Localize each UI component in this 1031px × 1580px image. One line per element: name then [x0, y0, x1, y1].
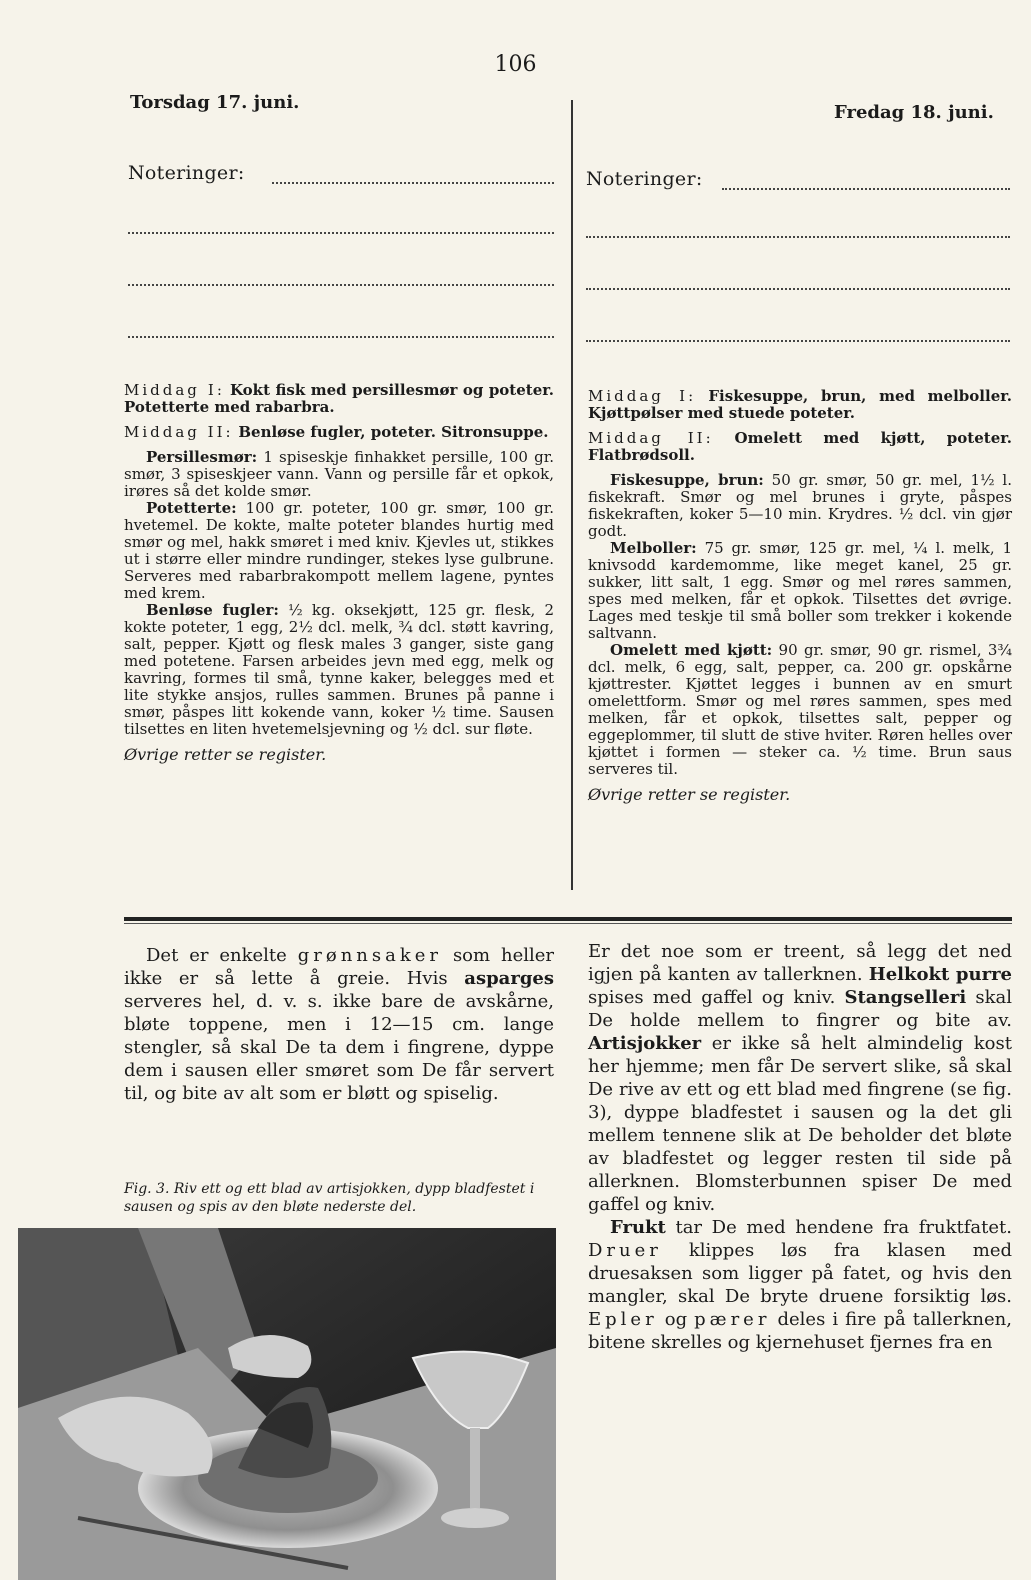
left-notes-line-4: [128, 334, 554, 338]
figure-caption: Fig. 3. Riv ett og ett blad av artisjokken, dypp bladfestet i sausen og spis av den bløte nederste del.: [124, 1181, 535, 1215]
etiquette-paragraph-vegetables: Det er enkelte grønnsaker som heller ikke er så lette å greie. Hvis asparges serveres hel, d. v. s. ikke bare de avskårne, bløte toppene, men i 12—15 cm. lange stengler, så skal De ta dem i fingrene, dyppe dem i sausen eller smøret som De får servert til, og bite av alt som er bløtt og spiselig.: [124, 945, 554, 1104]
right-middag-1: Middag I: Fiskesuppe, brun, med melboller. Kjøttpølser med stuede poteter.: [588, 387, 1012, 422]
left-middag-1: Middag I: Kokt fisk med persillesmør og poteter. Potetterte med rabarbra.: [124, 381, 554, 416]
left-day-heading: Torsdag 17. juni.: [130, 92, 300, 113]
etiquette-paragraph-fruit: Frukt tar De med hendene fra fruktfatet. Druer klippes løs fra klasen med druesaksen som ligger på fatet, og hvis den mangler, skal De bryte druene forsiktig løs. Epler og pærer deles i fire på tallerknen, bitene skrelles og kjernehuset fjernes fra en: [588, 1217, 1012, 1353]
left-notes-line-2: [128, 230, 554, 234]
right-recipe-melboller: Melboller: 75 gr. smør, 125 gr. mel, ¼ l. melk, 1 knivsodd kardemomme, like meget kanel, 25 gr. sukker, litt salt, 1 egg. Smør og mel røres sammen, spes med melken, får et opkok. Tilsettes det øvrige. Lages med teskje til små boller som trekker i kokende saltvann.: [588, 539, 1012, 642]
section-rule: [124, 917, 1012, 921]
left-notes-label: Noteringer:: [128, 162, 245, 184]
right-ovrige-retter: Øvrige retter se register.: [588, 785, 791, 804]
right-notes-line-4: [586, 338, 1010, 342]
column-divider: [571, 100, 573, 890]
left-notes-line-1: [272, 180, 554, 184]
left-ovrige-retter: Øvrige retter se register.: [124, 745, 327, 764]
right-day-heading: Fredag 18. juni.: [834, 102, 994, 123]
right-middag-2: Middag II: Omelett med kjøtt, poteter. Flatbrødsoll.: [588, 429, 1012, 464]
right-recipe-fiskesuppe: Fiskesuppe, brun: 50 gr. smør, 50 gr. mel, 1½ l. fiskekraft. Smør og mel brunes i gryte, påspes fiskekraften, koker 5—10 min. Krydres. ½ dcl. vin gjør godt.: [588, 471, 1012, 540]
right-notes-line-2: [586, 234, 1010, 238]
left-recipe-potetterte: Potetterte: 100 gr. poteter, 100 gr. smør, 100 gr. hvetemel. De kokte, malte poteter blandes hurtig med smør og mel, hakk smøret i med kniv. Kjevles ut, stikkes ut i større eller mindre rundinger, stekes lyse gulbrune. Serveres med rabarbrakompott mellem lagene, pyntes med krem.: [124, 499, 554, 602]
right-notes-label: Noteringer:: [586, 168, 703, 190]
bottom-left-text: [124, 944, 554, 1105]
right-notes-line-1: [722, 186, 1010, 190]
left-middag-2: Middag II: Benløse fugler, poteter. Sitronsuppe.: [124, 423, 549, 441]
artichoke-photo: [18, 1228, 556, 1580]
left-recipe-benlose-fugler: Benløse fugler: ½ kg. oksekjøtt, 125 gr. flesk, 2 kokte poteter, 1 egg, 2½ dcl. melk, ¾ dcl. støtt kavring, salt, pepper. Kjøtt og flesk males 3 ganger, siste gang med potetene. Farsen arbeides jevn med egg, melk og kavring, formes til små, tynne kaker, belegges med et lite stykke ansjos, rulles sammen. Brunes på panne i smør, påspes litt kokende vann, koker ½ time. Sausen tilsettes en liten hvetemelsjevning og ½ dcl. sur fløte.: [124, 601, 554, 738]
left-recipes: [124, 382, 554, 763]
artichoke-photo-drawing: [18, 1228, 556, 1580]
page-number: 106: [494, 52, 537, 77]
section-rule-thin: [124, 923, 1012, 924]
left-notes-line-3: [128, 282, 554, 286]
right-recipes: [588, 388, 1012, 803]
right-recipe-omelett: Omelett med kjøtt: 90 gr. smør, 90 gr. rismel, 3¾ dcl. melk, 6 egg, salt, pepper, ca. 200 gr. opskårne kjøttrester. Kjøttet legges i bunnen av en smurt omelettform. Smør og mel røres sammen, spes med melken, får et opkok, tilsettes salt, pepper og eggeplommer, til slutt de stive hviter. Røren helles over kjøttet i formen — steker ca. ½ time. Brun saus serveres til.: [588, 641, 1012, 778]
left-recipe-persillesmor: Persillesmør: 1 spiseskje finhakket persille, 100 gr. smør, 3 spiseskjeer vann. Vann og persille får et opkok, irøres så det kolde smør.: [124, 448, 554, 500]
bottom-right-text: [588, 940, 1012, 1354]
etiquette-paragraph-artichokes: Er det noe som er treent, så legg det ned igjen på kanten av tallerknen. Helkokt purre spises med gaffel og kniv. Stangselleri skal De holde mellem to fingrer og bite av. Artisjokker er ikke så helt almindelig kost her hjemme; men får De servert slike, så skal De rive av ett og ett blad med fingrene (se fig. 3), dyppe bladfestet i sausen og la det gli mellem tennene slik at De beholder det bløte av bladfestet og legger resten til side på allerknen. Blomsterbunnen spiser De med gaffel og kniv.: [588, 941, 1013, 1215]
right-notes-line-3: [586, 286, 1010, 290]
